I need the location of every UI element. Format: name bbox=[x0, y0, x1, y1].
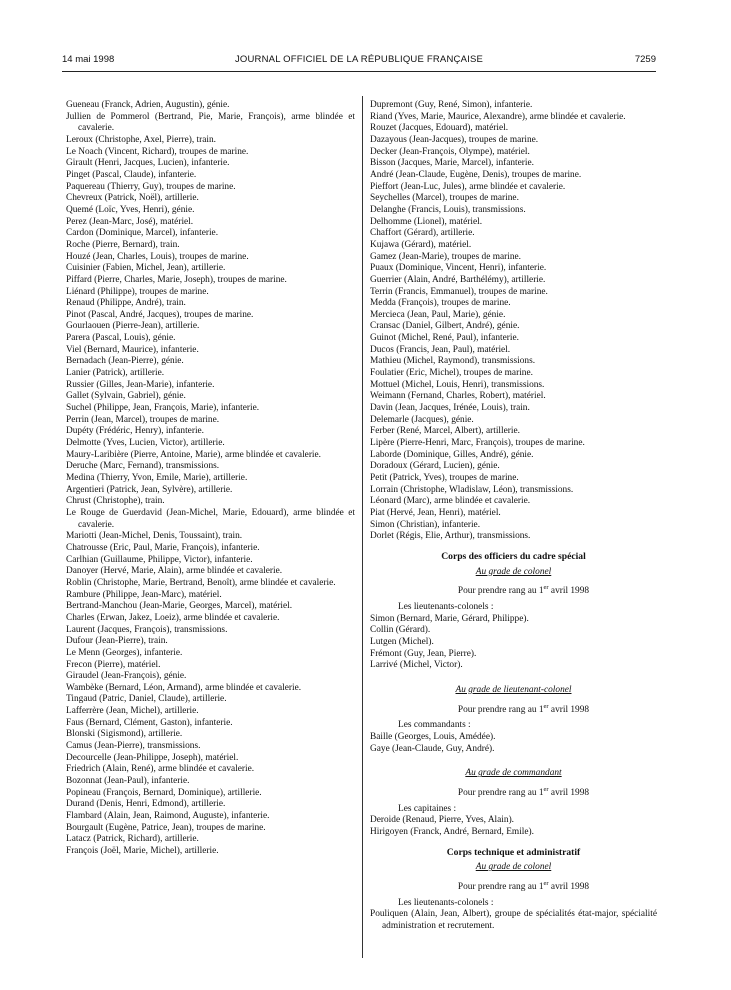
left-column bbox=[66, 100, 355, 858]
list-item: Le Rouge de Guerdavid (Jean-Michel, Marie, Edouard), arme blindée et cavalerie. bbox=[66, 507, 355, 530]
rank-date: Pour prendre rang au 1er avril 1998 bbox=[457, 786, 590, 799]
list-item: Bertrand-Manchou (Jean-Marie, Georges, Marcel), matériel. bbox=[66, 601, 293, 612]
list-item: Weimann (Fernand, Charles, Robert), matériel. bbox=[370, 391, 546, 402]
rank-date: Pour prendre rang au 1er avril 1998 bbox=[457, 702, 590, 715]
list-item: Charles (Erwan, Jakez, Loeiz), arme blindée et cavalerie. bbox=[66, 612, 280, 623]
list-item: André (Jean-Claude, Eugène, Denis), troupes de marine. bbox=[370, 169, 582, 180]
list-item: Laborde (Dominique, Gilles, André), génie. bbox=[370, 449, 534, 460]
list-item: Danoyer (Hervé, Marie, Alain), arme blindée et cavalerie. bbox=[66, 566, 283, 577]
list-item: Carlhian (Guillaume, Philippe, Victor), infanterie. bbox=[66, 554, 253, 565]
list-item: Jullien de Pommerol (Bertrand, Pie, Marie, François), arme blindée et cavalerie. bbox=[66, 111, 355, 134]
list-item: Popineau (François, Bernard, Dominique), artillerie. bbox=[66, 787, 262, 798]
list-item: Argentieri (Patrick, Jean, Sylvère), artillerie. bbox=[66, 484, 233, 495]
list-item: Rambure (Philippe, Jean-Marc), matériel. bbox=[66, 589, 222, 600]
list-item: Tingaud (Patric, Daniel, Claude), artillerie. bbox=[66, 694, 227, 705]
list-item: Girault (Henri, Jacques, Lucien), infanterie. bbox=[66, 158, 230, 169]
group-label: Les commandants : bbox=[398, 720, 471, 731]
list-item: Guinot (Michel, René, Paul), infanterie. bbox=[370, 333, 519, 344]
list-item: Delmotte (Yves, Lucien, Victor), artillerie. bbox=[66, 438, 225, 449]
list-item: Ferber (René, Marcel, Albert), artillerie. bbox=[370, 426, 520, 437]
list-item: Lanier (Patrick), artillerie. bbox=[66, 368, 165, 379]
page-number: 7259 bbox=[634, 54, 656, 65]
grade-heading: Au grade de colonel bbox=[475, 862, 552, 873]
list-item: François (Joël, Marie, Michel), artillerie. bbox=[66, 846, 219, 856]
list-item: Viel (Bernard, Maurice), infanterie. bbox=[66, 344, 199, 355]
list-item: Le Menn (Georges), infanterie. bbox=[66, 647, 183, 658]
section-title-technique: Corps technique et administratif bbox=[446, 846, 581, 858]
list-item: Perrin (Jean, Marcel), troupes de marine. bbox=[66, 414, 220, 425]
list-item: Mercieca (Jean, Paul, Marie), génie. bbox=[370, 309, 506, 320]
column-divider bbox=[362, 96, 363, 958]
list-item: Simon (Bernard, Marie, Gérard, Philippe). bbox=[370, 613, 529, 624]
list-item: Lutgen (Michel). bbox=[370, 636, 434, 647]
list-item: Cuisinier (Fabien, Michel, Jean), artillerie. bbox=[66, 263, 226, 274]
group-label: Les lieutenants-colonels : bbox=[398, 897, 494, 908]
list-item: Decourcelle (Jean-Philippe, Joseph), matériel. bbox=[66, 752, 239, 763]
list-item: Foulatier (Eric, Michel), troupes de marine. bbox=[370, 368, 533, 379]
list-item: Petit (Patrick, Yves), troupes de marine. bbox=[370, 473, 519, 483]
list-item: Le Noach (Vincent, Richard), troupes de marine. bbox=[66, 146, 249, 157]
right-column bbox=[370, 100, 657, 933]
list-item: Houzé (Jean, Charles, Louis), troupes de marine. bbox=[66, 251, 249, 262]
list-item: Bisson (Jacques, Marie, Marcel), infanterie. bbox=[370, 158, 534, 169]
list-item: Renaud (Philippe, André), train. bbox=[66, 298, 186, 309]
list-item: Durand (Denis, Henri, Edmond), artillerie. bbox=[66, 799, 226, 810]
page-header bbox=[62, 54, 656, 70]
list-item: Deroide (Renaud, Pierre, Yves, Alain). bbox=[370, 815, 515, 826]
list-item: Mariotti (Jean-Michel, Denis, Toussaint), train. bbox=[66, 531, 243, 542]
list-item: Guerrier (Alain, André, Barthélémy), artillerie. bbox=[370, 274, 546, 285]
list-item: Medina (Thierry, Yvon, Emile, Marie), artillerie. bbox=[66, 473, 248, 483]
list-item: Deruche (Marc, Fernand), transmissions. bbox=[66, 461, 220, 472]
list-item: Delanghe (Francis, Louis), transmissions. bbox=[370, 204, 526, 215]
header-rule bbox=[62, 71, 656, 72]
list-item: Kujawa (Gérard), matériel. bbox=[370, 239, 472, 250]
list-item: Wambèke (Bernard, Léon, Armand), arme blindée et cavalerie. bbox=[66, 682, 302, 693]
list-item: Doradoux (Gérard, Lucien), génie. bbox=[370, 461, 500, 472]
list-item: Perez (Jean-Marc, José), matériel. bbox=[66, 216, 194, 227]
journal-title: JOURNAL OFFICIEL DE LA RÉPUBLIQUE FRANÇAISE bbox=[234, 54, 484, 65]
list-item: Camus (Jean-Pierre), transmissions. bbox=[66, 741, 201, 752]
list-item: Gueneau (Franck, Adrien, Augustin), génie. bbox=[66, 100, 230, 110]
list-item: Baille (Georges, Louis, Amédée). bbox=[370, 732, 496, 743]
list-item: Roblin (Christophe, Marie, Bertrand, Benoît), arme blindée et cavalerie. bbox=[66, 577, 336, 588]
list-item: Maury-Laribière (Pierre, Antoine, Marie), arme blindée et cavalerie. bbox=[66, 449, 322, 460]
list-item: Cransac (Daniel, Gilbert, André), génie. bbox=[370, 321, 520, 332]
list-item: Dorlet (Régis, Elie, Arthur), transmissions. bbox=[370, 531, 531, 542]
grade-heading: Au grade de colonel bbox=[475, 566, 552, 577]
group-label: Les capitaines : bbox=[398, 803, 457, 814]
group-label: Les lieutenants-colonels : bbox=[398, 602, 494, 613]
list-item: Pinget (Pascal, Claude), infanterie. bbox=[66, 169, 197, 180]
list-item: Larrivé (Michel, Victor). bbox=[370, 660, 463, 671]
list-item: Lafferrère (Jean, Michel), artillerie. bbox=[66, 706, 199, 717]
list-item: Roche (Pierre, Bernard), train. bbox=[66, 239, 180, 250]
list-item: Delemarle (Jacques), génie. bbox=[370, 414, 474, 425]
list-item: Suchel (Philippe, Jean, François, Marie), infanterie. bbox=[66, 403, 260, 414]
rank-date: Pour prendre rang au 1er avril 1998 bbox=[457, 880, 590, 893]
list-item: Collin (Gérard). bbox=[370, 625, 431, 636]
list-item: Pinot (Pascal, André, Jacques), troupes de marine. bbox=[66, 309, 254, 320]
list-item: Gallet (Sylvain, Gabriel), génie. bbox=[66, 391, 186, 402]
list-item: Faus (Bernard, Clément, Gaston), infanterie. bbox=[66, 717, 233, 728]
list-item: Bozonnat (Jean-Paul), infanterie. bbox=[66, 776, 190, 787]
list-item: Hirigoyen (Franck, André, Bernard, Emile). bbox=[370, 827, 534, 838]
list-item: Pieffort (Jean-Luc, Jules), arme blindée et cavalerie. bbox=[370, 181, 566, 192]
list-item: Friedrich (Alain, René), arme blindée et cavalerie. bbox=[66, 764, 255, 775]
right-entry-list bbox=[370, 100, 657, 543]
section-title-special: Corps des officiers du cadre spécial bbox=[441, 550, 586, 562]
list-item: Gamez (Jean-Marie), troupes de marine. bbox=[370, 251, 521, 262]
list-item: Blonski (Sigismond), artillerie. bbox=[66, 729, 183, 740]
list-item: Ducos (Francis, Jean, Paul), matériel. bbox=[370, 344, 511, 355]
list-item: Liénard (Philippe), troupes de marine. bbox=[66, 286, 209, 297]
list-item: Chrust (Christophe), train. bbox=[66, 496, 165, 507]
list-item: Dazayous (Jean-Jacques), troupes de marine. bbox=[370, 134, 539, 145]
list-item: Piffard (Pierre, Charles, Marie, Joseph), troupes de marine. bbox=[66, 274, 287, 285]
list-item: Terrin (Francis, Emmanuel), troupes de marine. bbox=[370, 286, 548, 297]
list-item: Lorrain (Christophe, Wladislaw, Léon), transmissions. bbox=[370, 484, 574, 495]
list-item: Mottuel (Michel, Louis, Henri), transmissions. bbox=[370, 379, 545, 390]
list-item: Riand (Yves, Marie, Maurice, Alexandre), arme blindée et cavalerie. bbox=[370, 111, 626, 122]
list-item: Chaffort (Gérard), artillerie. bbox=[370, 228, 475, 239]
list-item: Delhomme (Lionel), matériel. bbox=[370, 216, 483, 227]
list-item: Seychelles (Marcel), troupes de marine. bbox=[370, 193, 519, 204]
list-item: Lipère (Pierre-Henri, Marc, François), troupes de marine. bbox=[370, 438, 585, 449]
header-date: 14 mai 1998 bbox=[62, 54, 115, 65]
list-item: Bourgault (Eugène, Patrice, Jean), troupes de marine. bbox=[66, 822, 266, 833]
list-item: Frecon (Pierre), matériel. bbox=[66, 659, 161, 670]
list-item: Bernadach (Jean-Pierre), génie. bbox=[66, 356, 184, 367]
list-item: Quemé (Loïc, Yves, Henri), génie. bbox=[66, 204, 195, 215]
list-item: Gaye (Jean-Claude, Guy, André). bbox=[370, 743, 495, 754]
list-item: Leroux (Christophe, Axel, Pierre), train. bbox=[66, 134, 216, 145]
list-item: Medda (François), troupes de marine. bbox=[370, 298, 511, 309]
list-item: Dufour (Jean-Pierre), train. bbox=[66, 636, 168, 647]
list-item: Dupéty (Frédéric, Henry), infanterie. bbox=[66, 426, 205, 437]
list-item: Cardon (Dominique, Marcel), infanterie. bbox=[66, 228, 219, 239]
list-item: Chatrousse (Eric, Paul, Marie, François), infanterie. bbox=[66, 542, 260, 553]
list-item: Simon (Christian), infanterie. bbox=[370, 519, 481, 530]
grade-heading: Au grade de commandant bbox=[465, 768, 562, 779]
list-item: Piat (Hervé, Jean, Henri), matériel. bbox=[370, 507, 501, 518]
list-item: Giraudel (Jean-François), génie. bbox=[66, 671, 187, 682]
rank-date: Pour prendre rang au 1er avril 1998 bbox=[457, 584, 590, 597]
list-item: Dupremont (Guy, René, Simon), infanterie. bbox=[370, 100, 533, 110]
list-item: Paquereau (Thierry, Guy), troupes de marine. bbox=[66, 181, 236, 192]
list-item: Russier (Gilles, Jean-Marie), infanterie. bbox=[66, 379, 215, 390]
list-item: Decker (Jean-François, Olympe), matériel. bbox=[370, 146, 530, 157]
list-item: Davin (Jean, Jacques, Irénée, Louis), train. bbox=[370, 403, 530, 414]
list-item: Parera (Pascal, Louis), génie. bbox=[66, 333, 176, 344]
grade-heading: Au grade de lieutenant-colonel bbox=[455, 684, 572, 695]
list-item: Laurent (Jacques, François), transmissions. bbox=[66, 624, 228, 635]
list-item: Pouliquen (Alain, Jean, Albert), groupe de spécialités état-major, spécialité administration et recrutement. bbox=[370, 909, 657, 932]
list-item: Chevreux (Patrick, Noël), artillerie. bbox=[66, 193, 199, 204]
list-item: Latacz (Patrick, Richard), artillerie. bbox=[66, 834, 199, 845]
list-item: Rouzet (Jacques, Edouard), matériel. bbox=[370, 123, 509, 134]
list-item: Flambard (Alain, Jean, Raimond, Auguste), infanterie. bbox=[66, 811, 270, 822]
list-item: Puaux (Dominique, Vincent, Henri), infanterie. bbox=[370, 263, 547, 274]
list-item: Léonard (Marc), arme blindée et cavalerie. bbox=[370, 496, 531, 507]
list-item: Mathieu (Michel, Raymond), transmissions. bbox=[370, 356, 536, 367]
list-item: Frémont (Guy, Jean, Pierre). bbox=[370, 648, 477, 659]
list-item: Gourlaouen (Pierre-Jean), artillerie. bbox=[66, 321, 200, 332]
